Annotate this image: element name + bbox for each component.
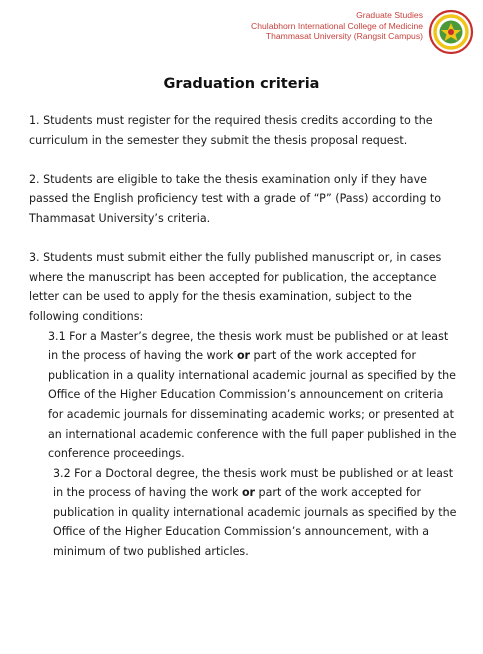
criterion-3: 3. Students must submit either the fully published manuscript or, in cases where the manuscript has been accepted for publication, the acceptance letter can be used to apply for the thesis examination, subject to the following conditions:: [29, 251, 442, 323]
criterion-3-2-text-a: 3.2 For a Doctoral degree, the thesis work must be published or at least in the process of having the work: [53, 466, 454, 500]
header-line-1: Graduate Studies: [356, 10, 423, 20]
criterion-3-1-or: or: [236, 349, 251, 363]
criterion-1: 1. Students must register for the required thesis credits according to the curriculum in the semester they submit the thesis proposal request.: [29, 114, 433, 147]
criterion-3-2-text-b: part of the work accepted for publication in quality international academic journals as specified by the Office of the Higher Education Commission’s announcement, with a minimum of two published articles.: [53, 486, 457, 559]
criterion-3-1: [29, 327, 461, 464]
criterion-3-1-text-a: 3.1 For a Master’s degree, the thesis work must be published or at least in the process of having the work: [48, 329, 449, 363]
criterion-3-2: [29, 464, 461, 562]
page-title: Graduation criteria: [163, 76, 320, 92]
criteria-body: [29, 111, 461, 562]
criterion-3-1-text-b: part of the work accepted for publication in a quality international academic journal as specified by the Office of the Higher Education Commission’s announcement on criteria for academic journals for disseminating academic works; or presented at an international academic conference with the full paper published in the conference proceedings.: [48, 349, 457, 461]
header-institution: [251, 10, 423, 42]
criterion-2: 2. Students are eligible to take the thesis examination only if they have passed the English proficiency test with a grade of “P” (Pass) according to Thammasat University’s criteria.: [29, 172, 442, 225]
cicm-logo-icon: [428, 9, 474, 55]
header-line-2: Chulabhorn International College of Medicine: [251, 20, 423, 31]
header-line-3: Thammasat University (Rangsit Campus): [265, 31, 423, 41]
criterion-3-2-or: or: [241, 486, 256, 500]
